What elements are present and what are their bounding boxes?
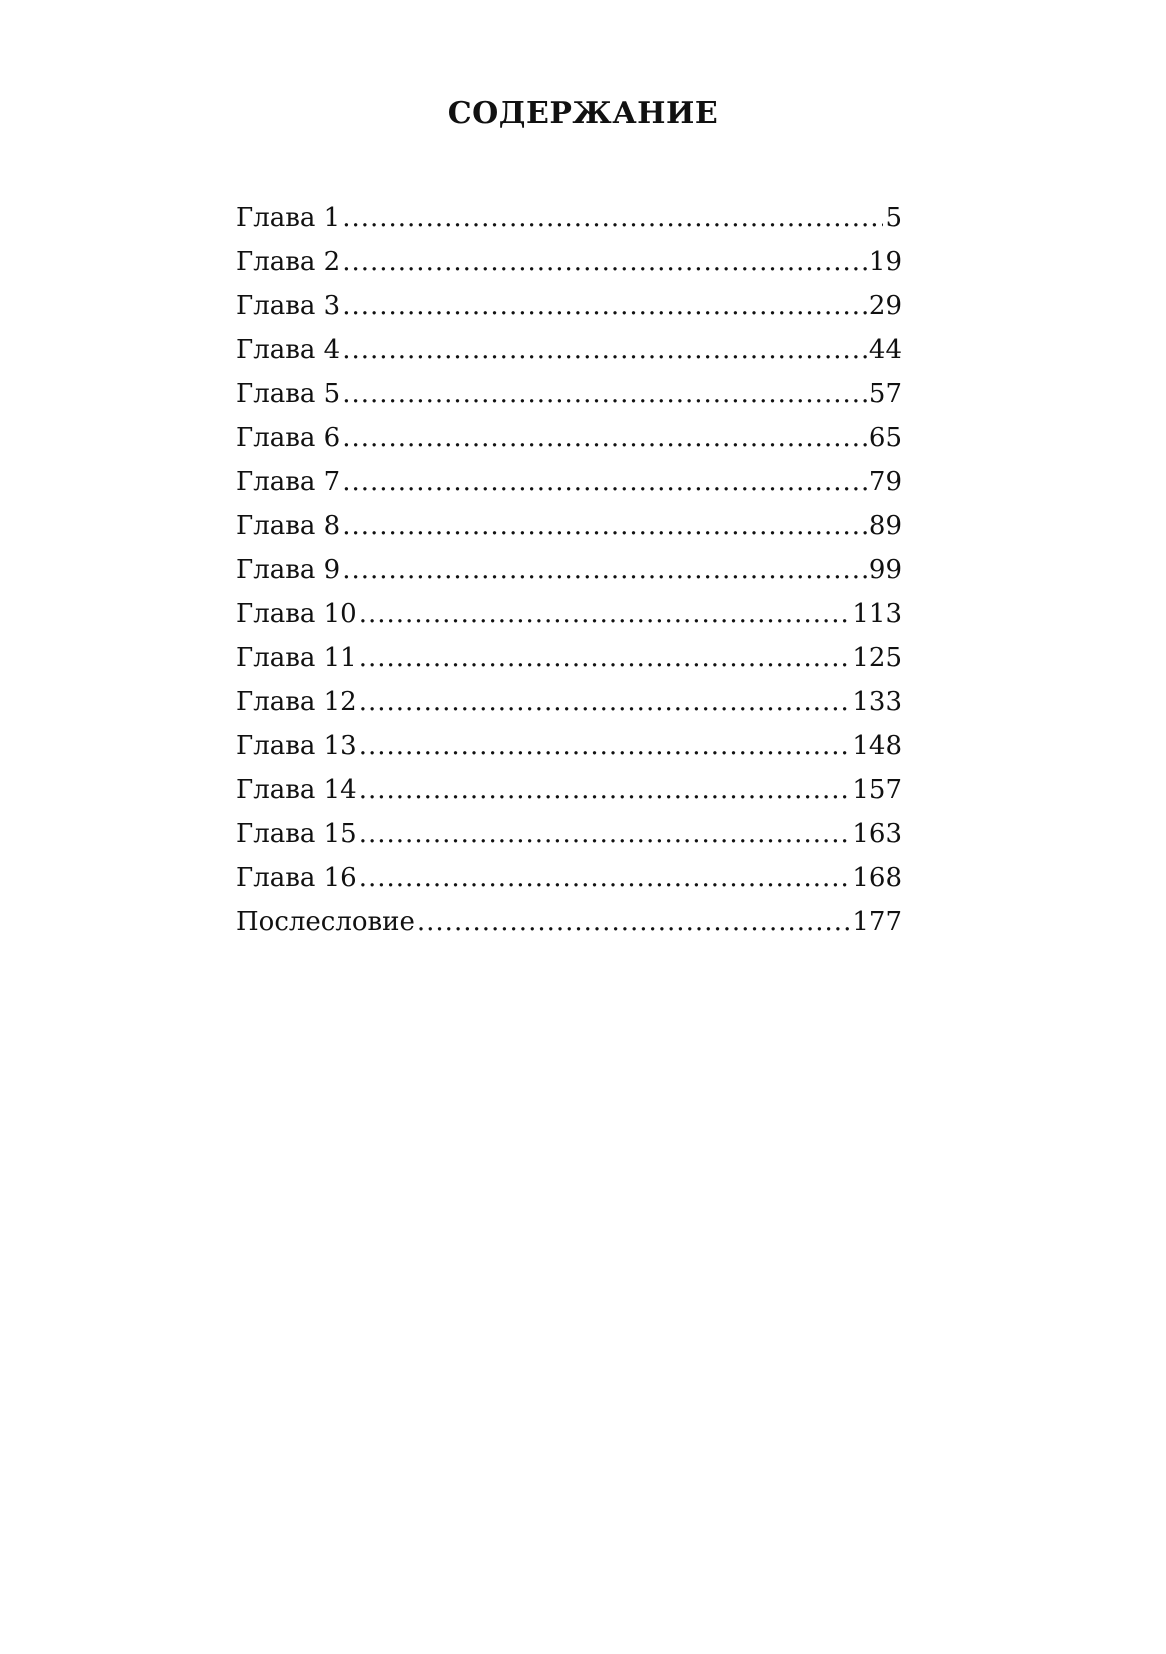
toc-entry-label: Глава 7 [236, 467, 341, 497]
toc-entry [236, 592, 902, 636]
toc-entry-page: 133 [852, 687, 902, 717]
toc-dot-leader [359, 812, 851, 856]
toc-entry-label: Глава 15 [236, 819, 357, 849]
toc-entry-label: Глава 2 [236, 247, 341, 277]
toc-entry [236, 724, 902, 768]
toc-entry [236, 328, 902, 372]
toc-entry-page: 44 [868, 335, 902, 365]
toc-entry-page: 99 [868, 555, 902, 585]
toc-dot-leader [359, 636, 851, 680]
toc-dot-leader [342, 328, 867, 372]
toc-entry-label: Глава 12 [236, 687, 357, 717]
toc-entry-page: 125 [852, 643, 902, 673]
toc-entry-page: 148 [852, 731, 902, 761]
toc-dot-leader [342, 504, 867, 548]
toc-dot-leader [359, 592, 851, 636]
toc-entry [236, 240, 902, 284]
toc-entry-page: 29 [868, 291, 902, 321]
toc-entry-label: Глава 5 [236, 379, 341, 409]
toc-dot-leader [342, 416, 867, 460]
toc-dot-leader [359, 768, 851, 812]
toc-entry-label: Глава 14 [236, 775, 357, 805]
toc-entry-label: Глава 11 [236, 643, 357, 673]
toc-entry-page: 113 [852, 599, 902, 629]
toc-entry-page: 57 [868, 379, 902, 409]
toc-entry [236, 680, 902, 724]
toc-dot-leader [342, 548, 867, 592]
toc-dot-leader [342, 196, 883, 240]
toc-dot-leader [342, 460, 867, 504]
toc-entry-page: 177 [852, 907, 902, 937]
toc-entry-label: Глава 6 [236, 423, 341, 453]
toc-entry-page: 5 [885, 203, 902, 233]
toc-entry-page: 79 [868, 467, 902, 497]
toc-entry-label: Глава 10 [236, 599, 357, 629]
toc-entry [236, 636, 902, 680]
toc-entry [236, 416, 902, 460]
toc-entry-page: 157 [852, 775, 902, 805]
toc-entry [236, 284, 902, 328]
toc-entry-label: Послесловие [236, 907, 415, 937]
toc-entry [236, 856, 902, 900]
toc-entry-label: Глава 3 [236, 291, 341, 321]
toc-entry-page: 65 [868, 423, 902, 453]
toc-dot-leader [359, 724, 851, 768]
toc-entry-page: 89 [868, 511, 902, 541]
toc-dot-leader [342, 240, 867, 284]
page-title: СОДЕРЖАНИЕ [447, 96, 719, 131]
toc-entry-label: Глава 9 [236, 555, 341, 585]
toc-entry [236, 460, 902, 504]
table-of-contents [236, 196, 902, 944]
toc-dot-leader [359, 680, 851, 724]
toc-entry [236, 548, 902, 592]
toc-entry-label: Глава 1 [236, 203, 341, 233]
toc-dot-leader [359, 856, 851, 900]
toc-entry [236, 504, 902, 548]
toc-entry-label: Глава 16 [236, 863, 357, 893]
toc-entry-page: 163 [852, 819, 902, 849]
toc-entry-label: Глава 13 [236, 731, 357, 761]
toc-entry [236, 372, 902, 416]
toc-dot-leader [342, 372, 867, 416]
toc-entry [236, 812, 902, 856]
toc-entry-label: Глава 8 [236, 511, 341, 541]
toc-entry [236, 900, 902, 944]
toc-entry-label: Глава 4 [236, 335, 341, 365]
toc-dot-leader [417, 900, 850, 944]
toc-entry-page: 168 [852, 863, 902, 893]
toc-entry [236, 768, 902, 812]
toc-entry [236, 196, 902, 240]
toc-dot-leader [342, 284, 867, 328]
toc-entry-page: 19 [868, 247, 902, 277]
